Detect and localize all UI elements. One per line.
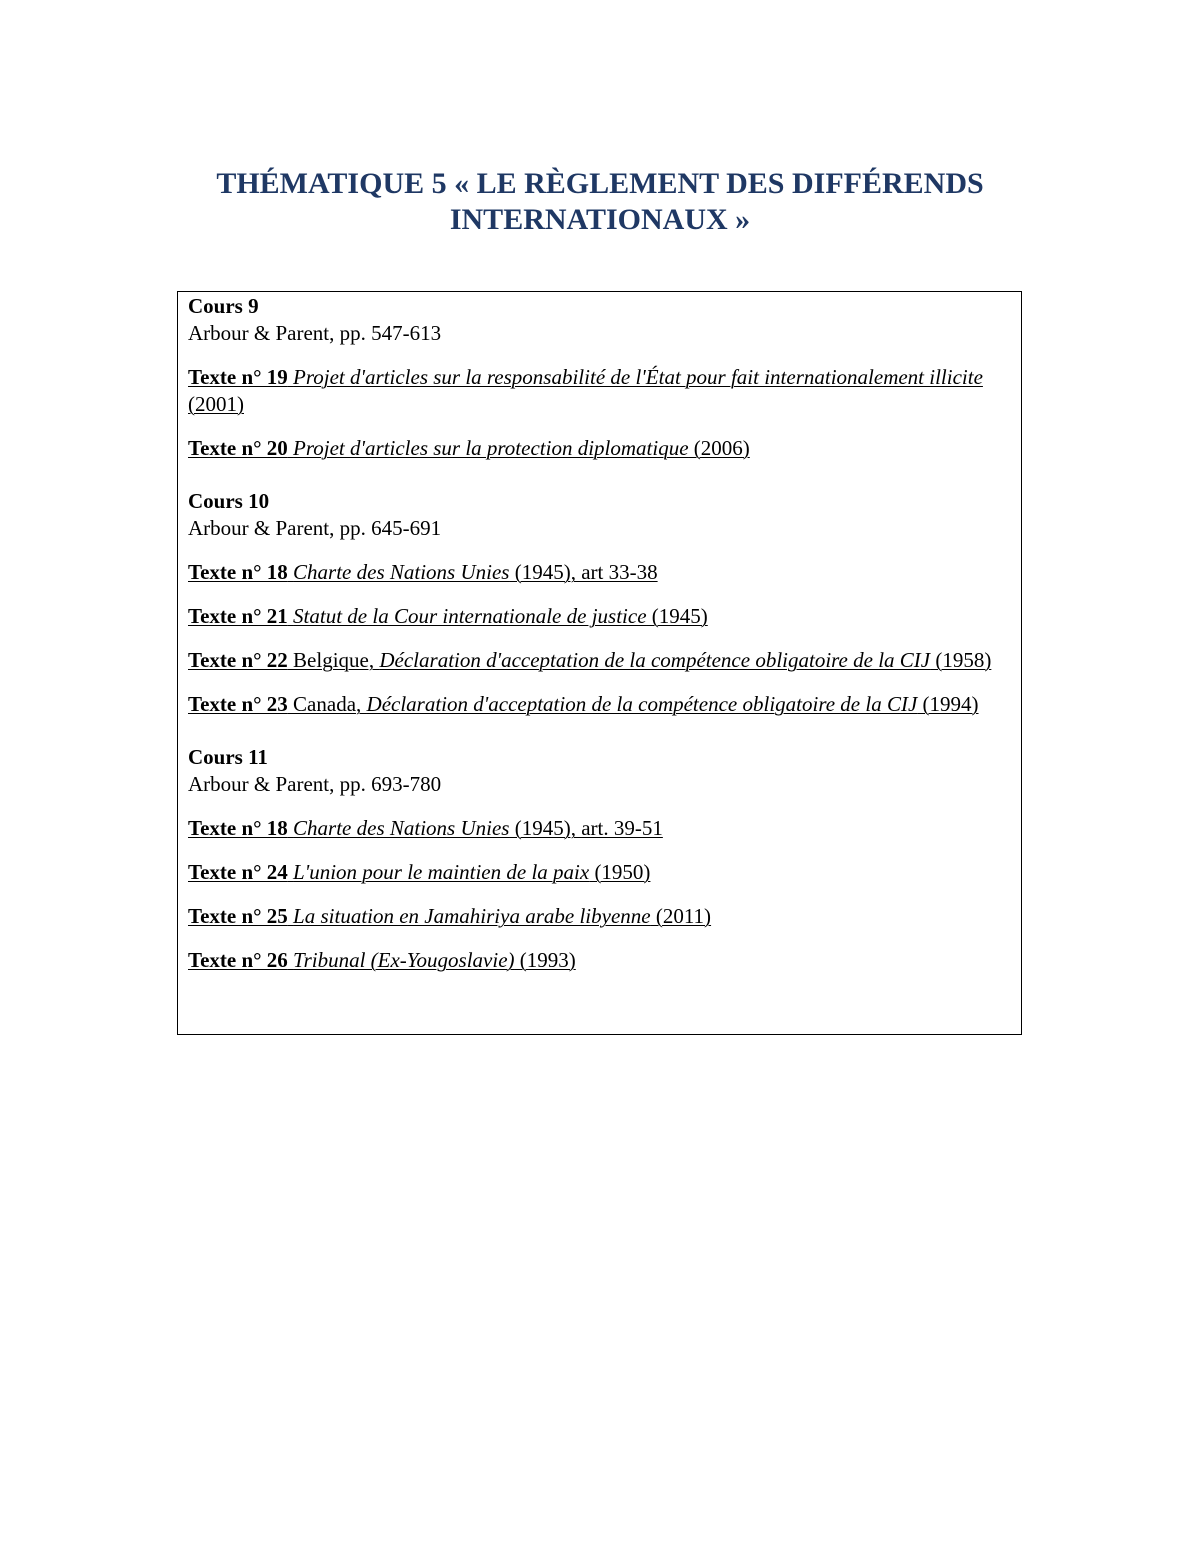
text-entry xyxy=(188,559,1011,586)
text-title: Charte des Nations Unies xyxy=(293,560,510,584)
text-entry xyxy=(188,364,1011,418)
course-pages: Arbour & Parent, pp. 547-613 xyxy=(188,321,442,345)
text-entry xyxy=(188,815,1011,842)
text-number: Texte n° 19 xyxy=(188,365,288,389)
text-entry xyxy=(188,903,1011,930)
text-prefix: Belgique, xyxy=(287,648,380,672)
course-name: Cours 9 xyxy=(188,294,259,318)
text-number: Texte n° 18 xyxy=(188,560,288,584)
course-pages: Arbour & Parent, pp. 693-780 xyxy=(188,772,442,796)
course-10-section xyxy=(188,488,1011,718)
text-suffix: (2011) xyxy=(650,904,712,928)
course-name: Cours 10 xyxy=(188,489,270,513)
text-suffix: (2001) xyxy=(188,392,244,416)
text-title: Déclaration d'acceptation de la compétence obligatoire de la CIJ xyxy=(379,648,931,672)
text-number: Texte n° 24 xyxy=(188,860,288,884)
text-suffix: (1993) xyxy=(514,948,576,972)
text-entry xyxy=(188,947,1011,974)
text-number: Texte n° 22 xyxy=(188,648,288,672)
text-number: Texte n° 21 xyxy=(188,604,288,628)
text-suffix: (1945) xyxy=(646,604,708,628)
text-title: Statut de la Cour internationale de justice xyxy=(293,604,647,628)
text-entry xyxy=(188,435,1011,462)
text-title: Projet d'articles sur la protection diplomatique xyxy=(293,436,689,460)
text-suffix: (1958) xyxy=(930,648,992,672)
text-title: Charte des Nations Unies xyxy=(293,816,510,840)
text-entry xyxy=(188,859,1011,886)
text-title: L'union pour le maintien de la paix xyxy=(293,860,590,884)
text-number: Texte n° 23 xyxy=(188,692,288,716)
text-entry xyxy=(188,691,1011,718)
text-prefix: Canada, xyxy=(287,692,367,716)
course-9-section xyxy=(188,293,1011,462)
text-entry xyxy=(188,603,1011,630)
text-title: Tribunal (Ex-Yougoslavie) xyxy=(293,948,515,972)
text-number: Texte n° 20 xyxy=(188,436,288,460)
text-title: Déclaration d'acceptation de la compétence obligatoire de la CIJ xyxy=(366,692,918,716)
text-suffix: (1945), art 33-38 xyxy=(509,560,658,584)
page-title-line-1: THÉMATIQUE 5 « LE RÈGLEMENT DES DIFFÉRENDS xyxy=(216,167,984,200)
course-name: Cours 11 xyxy=(188,745,268,769)
text-number: Texte n° 26 xyxy=(188,948,288,972)
text-title: Projet d'articles sur la responsabilité de l'État pour fait internationalement illicite xyxy=(293,365,983,389)
text-entry xyxy=(188,647,1011,674)
text-number: Texte n° 18 xyxy=(188,816,288,840)
page-title xyxy=(0,166,1200,238)
course-11-section xyxy=(188,744,1011,974)
text-number: Texte n° 25 xyxy=(188,904,288,928)
text-suffix: (2006) xyxy=(688,436,750,460)
text-suffix: (1950) xyxy=(589,860,651,884)
text-title: La situation en Jamahiriya arabe libyenne xyxy=(293,904,651,928)
page-title-line-2: INTERNATIONAUX » xyxy=(449,203,751,236)
course-readings-box xyxy=(177,291,1022,1035)
course-pages: Arbour & Parent, pp. 645-691 xyxy=(188,516,442,540)
text-suffix: (1945), art. 39-51 xyxy=(509,816,663,840)
text-suffix: (1994) xyxy=(917,692,979,716)
